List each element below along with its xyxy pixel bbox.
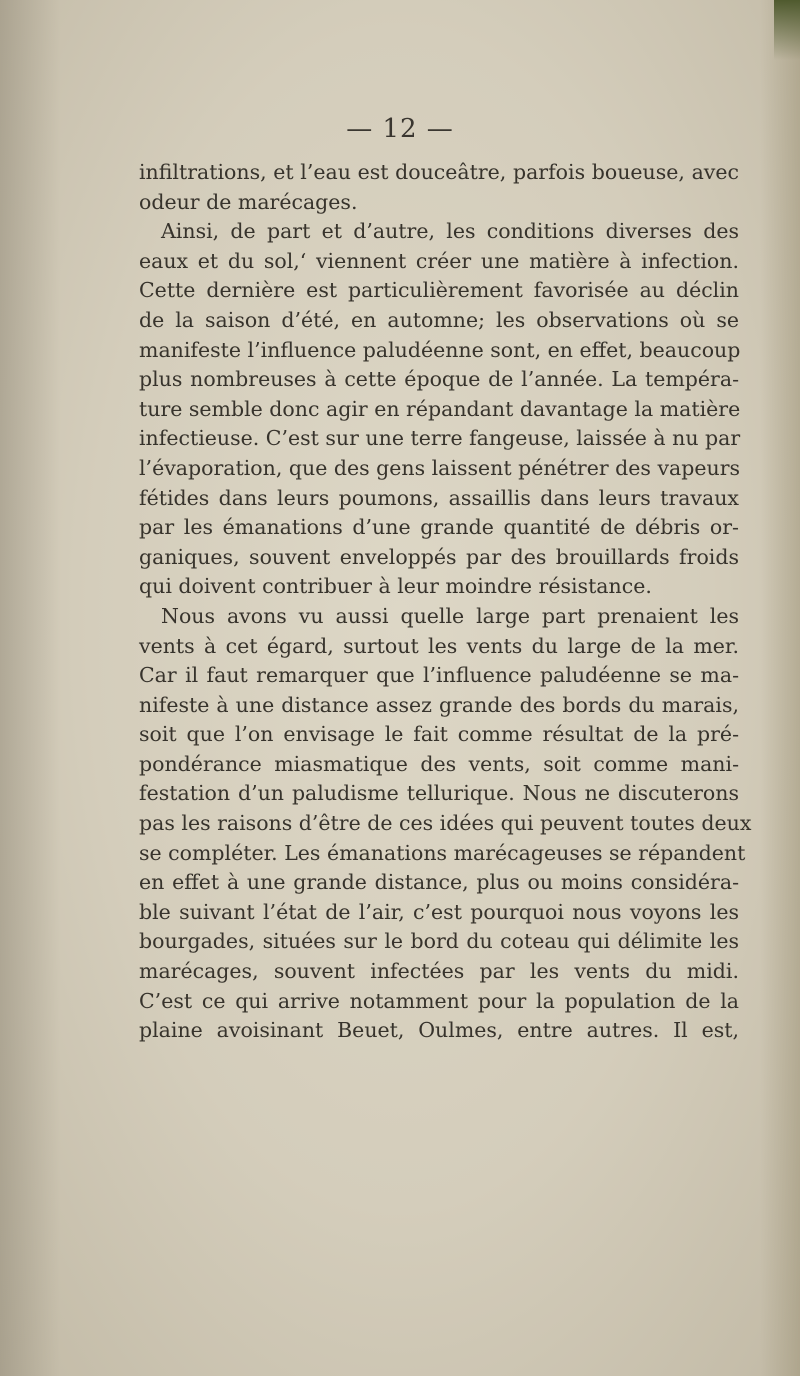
- text-line: ganiques, souvent enveloppés par des brouillards froids: [139, 544, 739, 569]
- text-line: pas les raisons d’être de ces idées qui peuvent toutes deux: [139, 811, 752, 836]
- text-line: en effet à une grande distance, plus ou moins considéra-: [139, 870, 739, 895]
- text-line: fétides dans leurs poumons, assaillis dans leurs travaux: [139, 485, 739, 510]
- text-line: plaine avoisinant Beuet, Oulmes, entre autres. Il est,: [139, 1018, 739, 1043]
- corner-stain: [774, 0, 800, 60]
- text-line: festation d’un paludisme tellurique. Nous ne discuterons: [139, 781, 739, 806]
- text-line: soit que l’on envisage le fait comme résultat de la pré-: [139, 722, 739, 747]
- text-line: marécages, souvent infectées par les vents du midi.: [139, 959, 739, 984]
- text-line: vents à cet égard, surtout les vents du large de la mer.: [139, 633, 739, 658]
- text-line: eaux et du sol,ʻ viennent créer une matière à infection.: [139, 248, 739, 273]
- text-line: infectieuse. C’est sur une terre fangeuse, laissée à nu par: [139, 426, 741, 451]
- page-shadow-left: [0, 0, 60, 1376]
- text-line: plus nombreuses à cette époque de l’année. La tempéra-: [139, 367, 739, 392]
- text-line: Ainsi, de part et d’autre, les conditions diverses des: [161, 219, 739, 244]
- text-line: ture semble donc agir en répandant davantage la matière: [139, 396, 741, 421]
- body-text: [139, 158, 752, 1046]
- page-shadow-right: [760, 0, 800, 1376]
- text-line: de la saison d’été, en automne; les observations où se: [139, 307, 739, 332]
- text-line: Car il faut remarquer que l’influence paludéenne se ma-: [139, 663, 739, 688]
- text-line: l’évaporation, que des gens laissent pénétrer des vapeurs: [139, 455, 741, 480]
- text-line: Cette dernière est particulièrement favorisée au déclin: [139, 278, 739, 303]
- text-line: odeur de marécages.: [139, 189, 358, 214]
- text-line: nifeste à une distance assez grande des bords du marais,: [139, 692, 739, 717]
- text-line: pondérance miasmatique des vents, soit comme mani-: [139, 751, 739, 776]
- text-line: manifeste l’influence paludéenne sont, en effet, beaucoup: [139, 337, 741, 362]
- text-line: infiltrations, et l’eau est douceâtre, parfois boueuse, avec: [139, 160, 739, 184]
- text-line: C’est ce qui arrive notamment pour la population de la: [139, 988, 739, 1013]
- text-line: Nous avons vu aussi quelle large part prenaient les: [161, 603, 739, 628]
- text-line: ble suivant l’état de l’air, c’est pourquoi nous voyons les: [139, 899, 739, 924]
- text-line: se compléter. Les émanations marécageuses se répandent: [139, 840, 746, 865]
- text-line: bourgades, situées sur le bord du coteau qui délimite les: [139, 929, 739, 954]
- page-number: — 12 —: [346, 114, 454, 144]
- text-line: par les émanations d’une grande quantité de débris or-: [139, 515, 739, 540]
- text-line: qui doivent contribuer à leur moindre résistance.: [139, 574, 652, 599]
